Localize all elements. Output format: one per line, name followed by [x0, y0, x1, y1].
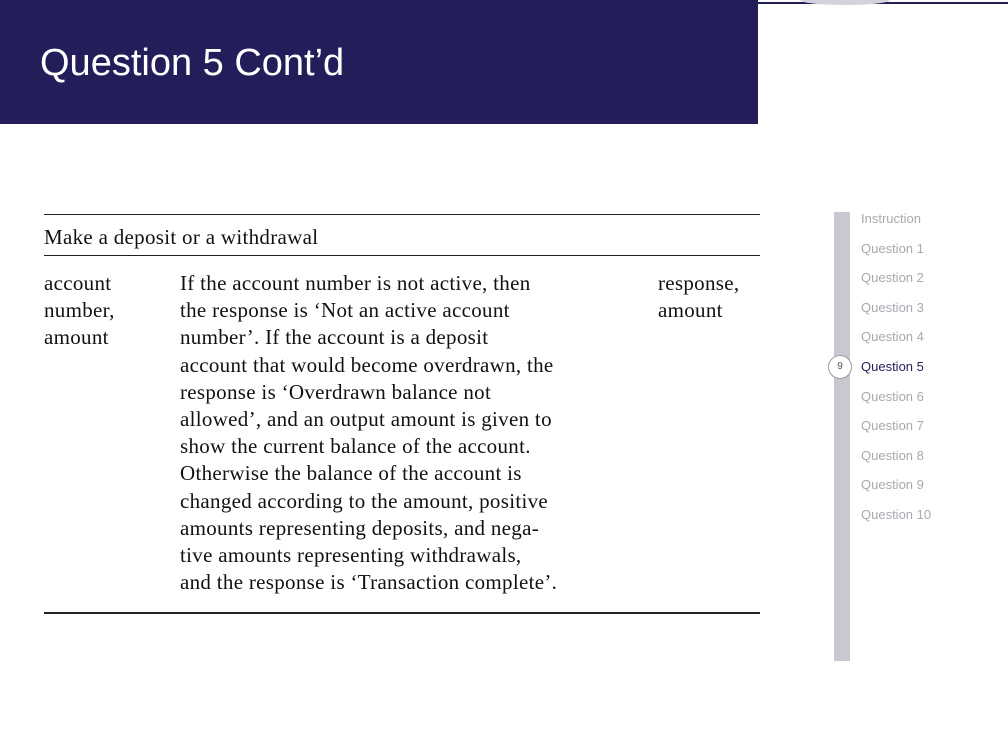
nav-item-question-6[interactable]: Question 6	[861, 388, 924, 404]
nav-item-question-5[interactable]: Question 5	[861, 358, 924, 374]
input-column	[44, 270, 174, 352]
table-row	[44, 256, 760, 608]
description-line: account that would become overdrawn, the	[180, 352, 554, 377]
nav-item-question-2[interactable]: Question 2	[861, 270, 924, 286]
title-banner	[0, 0, 758, 124]
output-line: amount	[658, 298, 723, 323]
description-line: show the current balance of the account.	[180, 434, 531, 459]
description-line: amounts representing deposits, and nega-	[180, 515, 539, 540]
description-line: tive amounts representing withdrawals,	[180, 543, 522, 568]
description-line: the response is ‘Not an active account	[180, 298, 510, 323]
table-bottom-rule	[44, 612, 760, 614]
description-line: and the response is ‘Transaction complete’.	[180, 570, 558, 595]
table-heading: Make a deposit or a withdrawal	[44, 225, 319, 249]
output-column	[658, 270, 768, 324]
nav-item-instruction[interactable]: Instruction	[861, 211, 921, 226]
nav-item-question-9[interactable]: Question 9	[861, 477, 924, 493]
description-line: Otherwise the balance of the account is	[180, 461, 522, 486]
nav-item-question-7[interactable]: Question 7	[861, 418, 924, 434]
nav-item-question-4[interactable]: Question 4	[861, 329, 924, 345]
nav-item-question-10[interactable]: Question 10	[861, 506, 932, 522]
input-line: amount	[44, 325, 109, 350]
slide-nav	[861, 204, 931, 530]
nav-item-question-1[interactable]: Question 1	[861, 240, 924, 256]
current-slide-badge: 9	[828, 355, 852, 379]
description-line: response is ‘Overdrawn balance not	[180, 379, 492, 404]
description-line: changed according to the amount, positive	[180, 488, 549, 513]
input-line: number,	[44, 298, 115, 323]
description-line: allowed’, and an output amount is given to	[180, 407, 552, 432]
top-arc-decoration	[800, 0, 890, 5]
description-line: If the account number is not active, then	[180, 271, 531, 295]
nav-item-question-8[interactable]: Question 8	[861, 447, 924, 463]
function-table	[44, 214, 760, 608]
nav-item-question-3[interactable]: Question 3	[861, 299, 924, 315]
input-line: account	[44, 271, 112, 295]
page-title: Question 5 Cont’d	[40, 42, 345, 84]
table-top-rule	[44, 214, 760, 215]
output-line: response,	[658, 271, 740, 295]
description-line: number’. If the account is a deposit	[180, 325, 489, 350]
nav-progress-track	[834, 212, 850, 661]
description-column	[180, 270, 650, 596]
